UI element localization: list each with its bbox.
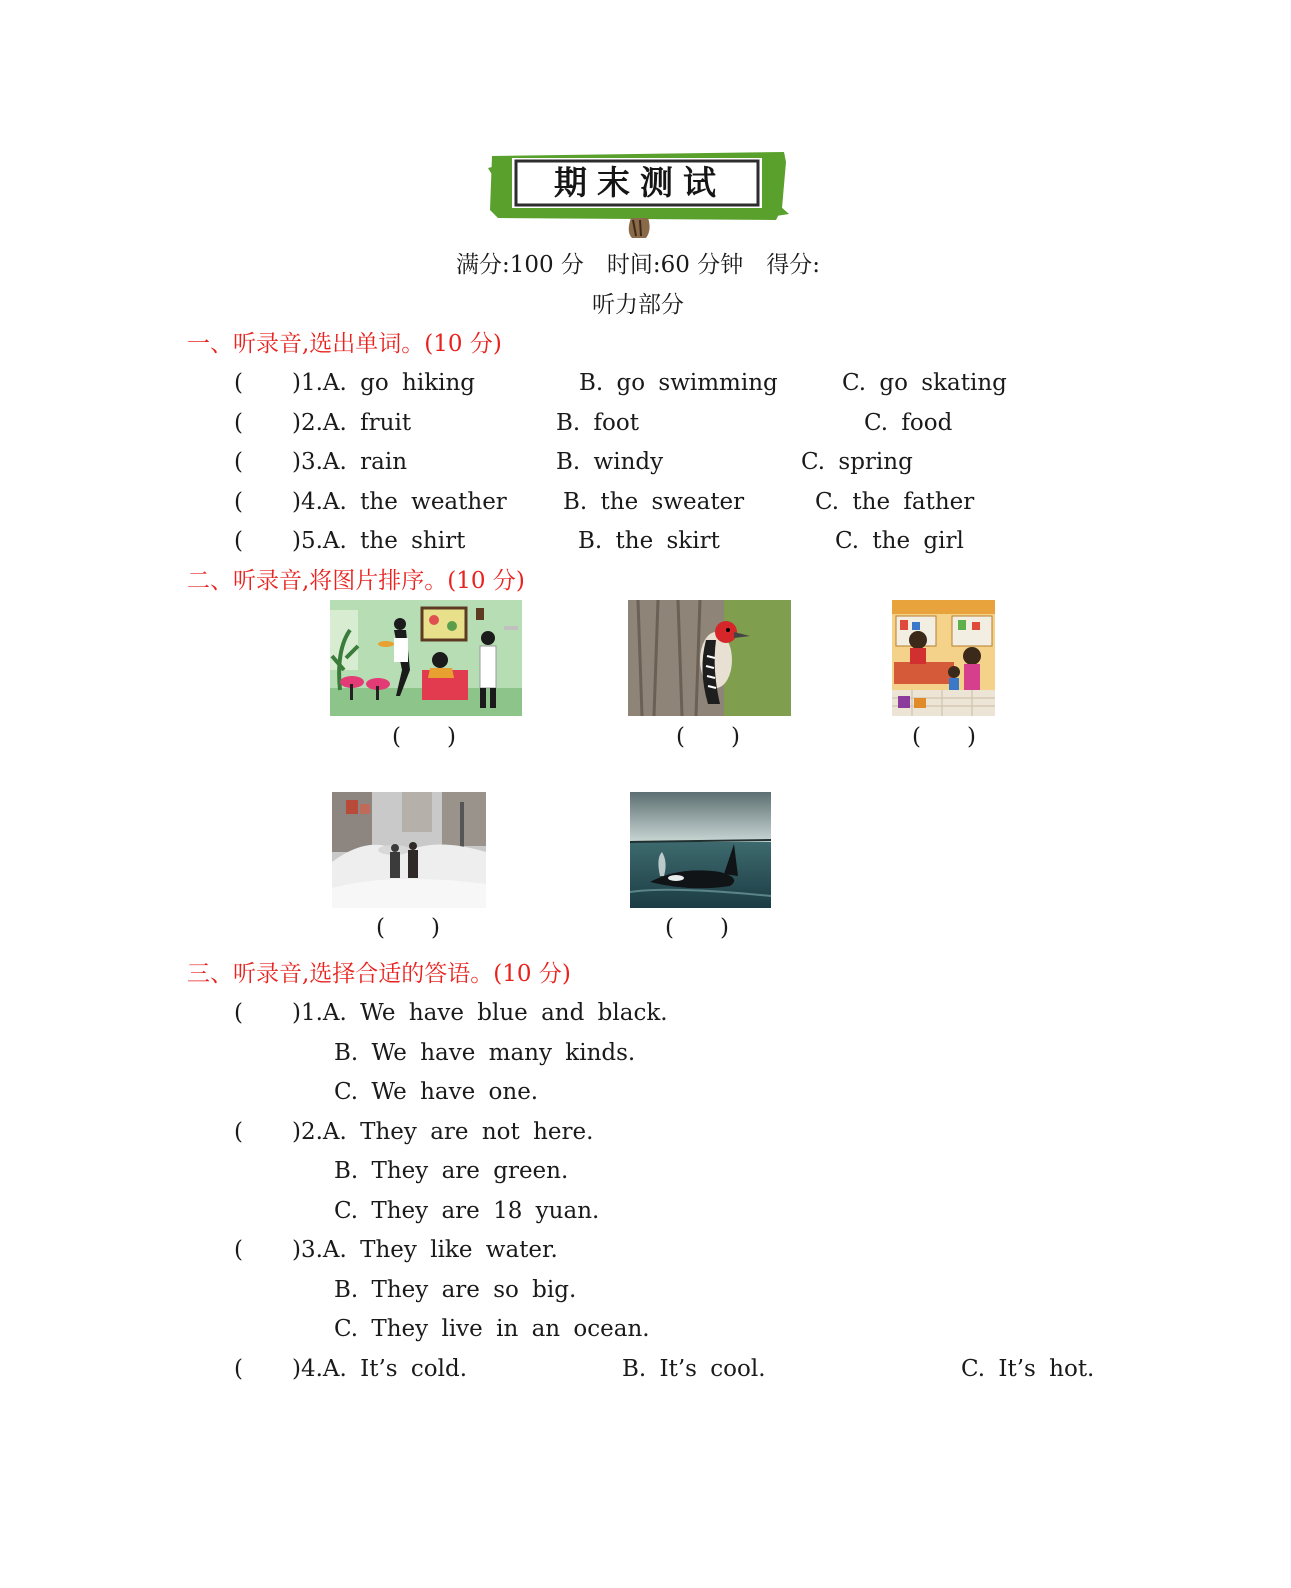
p3-q3-b: B. They are so big. [334, 1277, 577, 1303]
p1-q2-b: B. foot [556, 410, 639, 436]
score-info: 满分:100 分 时间:60 分钟 得分: [455, 252, 821, 278]
p1-q1-b: B. go swimming [579, 370, 778, 396]
answer-blank[interactable]: ( ) [912, 724, 976, 750]
p3-q4-b: B. It’s cool. [622, 1356, 766, 1382]
woodpecker-picture [628, 600, 791, 716]
p1-q5-a: )5.A. the shirt [292, 528, 466, 554]
p1-q1-c: C. go skating [842, 370, 1007, 396]
part1-heading: 一、听录音,选出单词。(10 分) [187, 331, 502, 357]
paren-open: ( [234, 1356, 243, 1382]
p1-q4-a: )4.A. the weather [292, 489, 507, 515]
p3-q2-a: )2.A. They are not here. [292, 1119, 594, 1145]
p3-q1-c: C. We have one. [334, 1079, 539, 1105]
part3-heading: 三、听录音,选择合适的答语。(10 分) [187, 961, 571, 987]
p3-q2-c: C. They are 18 yuan. [334, 1198, 600, 1224]
answer-blank[interactable]: ( ) [676, 724, 740, 750]
p1-q5-b: B. the skirt [578, 528, 720, 554]
p1-q1-a: )1.A. go hiking [292, 370, 476, 396]
paren-open: ( [234, 370, 243, 396]
restaurant-picture [330, 600, 522, 716]
p3-q3-c: C. They live in an ocean. [334, 1316, 650, 1342]
p1-q3-c: C. spring [801, 449, 913, 475]
paren-open: ( [234, 528, 243, 554]
answer-blank[interactable]: ( ) [665, 915, 729, 941]
whale-picture [630, 792, 771, 908]
p3-q2-b: B. They are green. [334, 1158, 569, 1184]
p1-q3-b: B. windy [556, 449, 664, 475]
p3-q4-a: )4.A. It’s cold. [292, 1356, 468, 1382]
p1-q5-c: C. the girl [835, 528, 964, 554]
section-name: 听力部分 [592, 292, 684, 318]
p1-q2-a: )2.A. fruit [292, 410, 412, 436]
paren-open: ( [234, 1119, 243, 1145]
p3-q3-a: )3.A. They like water. [292, 1237, 558, 1263]
p1-q3-a: )3.A. rain [292, 449, 408, 475]
p3-q4-c: C. It’s hot. [961, 1356, 1095, 1382]
answer-blank[interactable]: ( ) [376, 915, 440, 941]
p3-q1-b: B. We have many kinds. [334, 1040, 636, 1066]
shop-picture [892, 600, 995, 716]
p1-q4-c: C. the father [815, 489, 975, 515]
paren-open: ( [234, 489, 243, 515]
snowy-street-picture [332, 792, 486, 908]
p1-q2-c: C. food [864, 410, 953, 436]
p1-q4-b: B. the sweater [563, 489, 745, 515]
paren-open: ( [234, 449, 243, 475]
p3-q1-a: )1.A. We have blue and black. [292, 1000, 668, 1026]
answer-blank[interactable]: ( ) [392, 724, 456, 750]
paren-open: ( [234, 1237, 243, 1263]
part2-heading: 二、听录音,将图片排序。(10 分) [187, 568, 525, 594]
paren-open: ( [234, 410, 243, 436]
paren-open: ( [234, 1000, 243, 1026]
page-title: 期末测试 [554, 163, 726, 202]
